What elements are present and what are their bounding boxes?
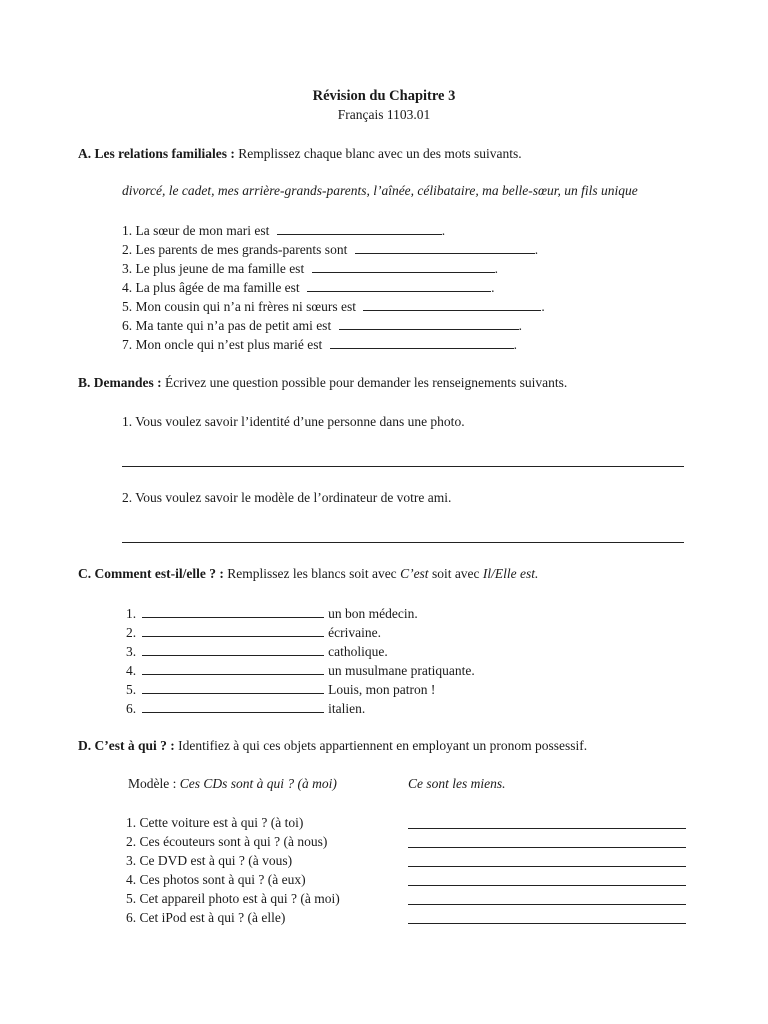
- a-item-3-text: 3. Le plus jeune de ma famille est: [122, 261, 305, 276]
- a-item-6-text: 6. Ma tante qui n’a pas de petit ami est: [122, 318, 332, 333]
- answer-blank[interactable]: [142, 681, 324, 694]
- d-item-6: 6. Cet iPod est à qui ? (à elle): [126, 910, 286, 925]
- c-item-text: Louis, mon patron !: [328, 682, 436, 697]
- section-b-instruction: Écrivez une question possible pour demander les renseignements suivants.: [165, 375, 568, 390]
- answer-blank[interactable]: [307, 279, 491, 292]
- b-answer-line-2[interactable]: [122, 542, 684, 543]
- section-c-header: [78, 566, 538, 582]
- section-c-heading: C. Comment est-il/elle ? :: [78, 566, 224, 581]
- b-answer-line-1[interactable]: [122, 466, 684, 467]
- d-item-5: 5. Cet appareil photo est à qui ? (à moi): [126, 891, 340, 906]
- c-item-text: italien.: [328, 701, 366, 716]
- c-item-1: [126, 605, 418, 622]
- c-item-6: [126, 700, 365, 717]
- b-item-1: 1. Vous voulez savoir l’identité d’une personne dans une photo.: [122, 414, 465, 429]
- c-item-text: un bon médecin.: [328, 606, 418, 621]
- answer-blank[interactable]: [142, 605, 324, 618]
- c-item-number: 2.: [126, 625, 137, 640]
- section-d-instruction: Identifiez à qui ces objets appartiennent en employant un pronom possessif.: [178, 738, 588, 753]
- b-item-2: 2. Vous voulez savoir le modèle de l’ordinateur de votre ami.: [122, 490, 452, 505]
- c-item-text: catholique.: [328, 644, 388, 659]
- model-label: Modèle :: [128, 776, 177, 791]
- c-item-number: 5.: [126, 682, 137, 697]
- a-item-7: 7. Mon oncle qui n’est plus marié est .: [122, 337, 517, 352]
- word-bank: divorcé, le cadet, mes arrière-grands-parents, l’aînée, célibataire, ma belle-sœur, un fils unique: [122, 183, 638, 198]
- answer-blank[interactable]: [142, 624, 324, 637]
- a-item-2: 2. Les parents de mes grands-parents sont .: [122, 242, 539, 257]
- d-answer-line-5[interactable]: [408, 904, 686, 905]
- answer-blank[interactable]: [142, 662, 324, 675]
- section-b-heading: B. Demandes :: [78, 375, 162, 390]
- answer-blank[interactable]: [277, 222, 442, 235]
- c-item-4: [126, 662, 475, 679]
- c-item-text: un musulmane pratiquante.: [328, 663, 475, 678]
- a-item-7-text: 7. Mon oncle qui n’est plus marié est: [122, 337, 323, 352]
- c-item-2: [126, 624, 381, 641]
- answer-blank[interactable]: [339, 317, 519, 330]
- c-item-number: 1.: [126, 606, 137, 621]
- section-b-header: [78, 375, 567, 391]
- section-c-option-2: Il/Elle est.: [482, 566, 539, 581]
- a-item-3: 3. Le plus jeune de ma famille est .: [122, 261, 498, 276]
- d-answer-line-2[interactable]: [408, 847, 686, 848]
- section-a-heading: A. Les relations familiales :: [78, 146, 235, 161]
- section-a-header: [78, 146, 522, 162]
- c-item-number: 4.: [126, 663, 137, 678]
- course-code: Français 1103.01: [337, 107, 431, 122]
- a-item-1-text: 1. La sœur de mon mari est: [122, 223, 270, 238]
- a-item-4: 4. La plus âgée de ma famille est .: [122, 280, 495, 295]
- section-a-instruction: Remplissez chaque blanc avec un des mots suivants.: [238, 146, 522, 161]
- page-title: Révision du Chapitre 3: [312, 88, 456, 104]
- section-d-heading: D. C’est à qui ? :: [78, 738, 175, 753]
- d-answer-line-3[interactable]: [408, 866, 686, 867]
- model-example: [128, 776, 337, 792]
- section-c-instruction-pre: Remplissez les blancs soit avec: [227, 566, 397, 581]
- d-item-2: 2. Ces écouteurs sont à qui ? (à nous): [126, 834, 328, 849]
- a-item-5: 5. Mon cousin qui n’a ni frères ni sœurs est .: [122, 299, 545, 314]
- d-item-1: 1. Cette voiture est à qui ? (à toi): [126, 815, 304, 830]
- answer-blank[interactable]: [142, 643, 324, 656]
- answer-blank[interactable]: [355, 241, 535, 254]
- section-c-option-1: C’est: [400, 566, 429, 581]
- section-d-header: [78, 738, 587, 754]
- model-answer: Ce sont les miens.: [408, 776, 506, 791]
- c-item-5: [126, 681, 435, 698]
- answer-blank[interactable]: [330, 336, 514, 349]
- d-answer-line-4[interactable]: [408, 885, 686, 886]
- a-item-4-text: 4. La plus âgée de ma famille est: [122, 280, 300, 295]
- answer-blank[interactable]: [363, 298, 541, 311]
- c-item-text: écrivaine.: [328, 625, 381, 640]
- d-item-4: 4. Ces photos sont à qui ? (à eux): [126, 872, 306, 887]
- a-item-2-text: 2. Les parents de mes grands-parents sont: [122, 242, 348, 257]
- c-item-number: 3.: [126, 644, 137, 659]
- answer-blank[interactable]: [312, 260, 495, 273]
- model-question: Ces CDs sont à qui ? (à moi): [179, 776, 337, 791]
- c-item-number: 6.: [126, 701, 137, 716]
- answer-blank[interactable]: [142, 700, 324, 713]
- a-item-6: 6. Ma tante qui n’a pas de petit ami est .: [122, 318, 522, 333]
- c-item-3: [126, 643, 388, 660]
- d-answer-line-6[interactable]: [408, 923, 686, 924]
- a-item-1: 1. La sœur de mon mari est .: [122, 223, 446, 238]
- section-c-instruction-mid: soit avec: [431, 566, 480, 581]
- d-answer-line-1[interactable]: [408, 828, 686, 829]
- a-item-5-text: 5. Mon cousin qui n’a ni frères ni sœurs est: [122, 299, 356, 314]
- d-item-3: 3. Ce DVD est à qui ? (à vous): [126, 853, 293, 868]
